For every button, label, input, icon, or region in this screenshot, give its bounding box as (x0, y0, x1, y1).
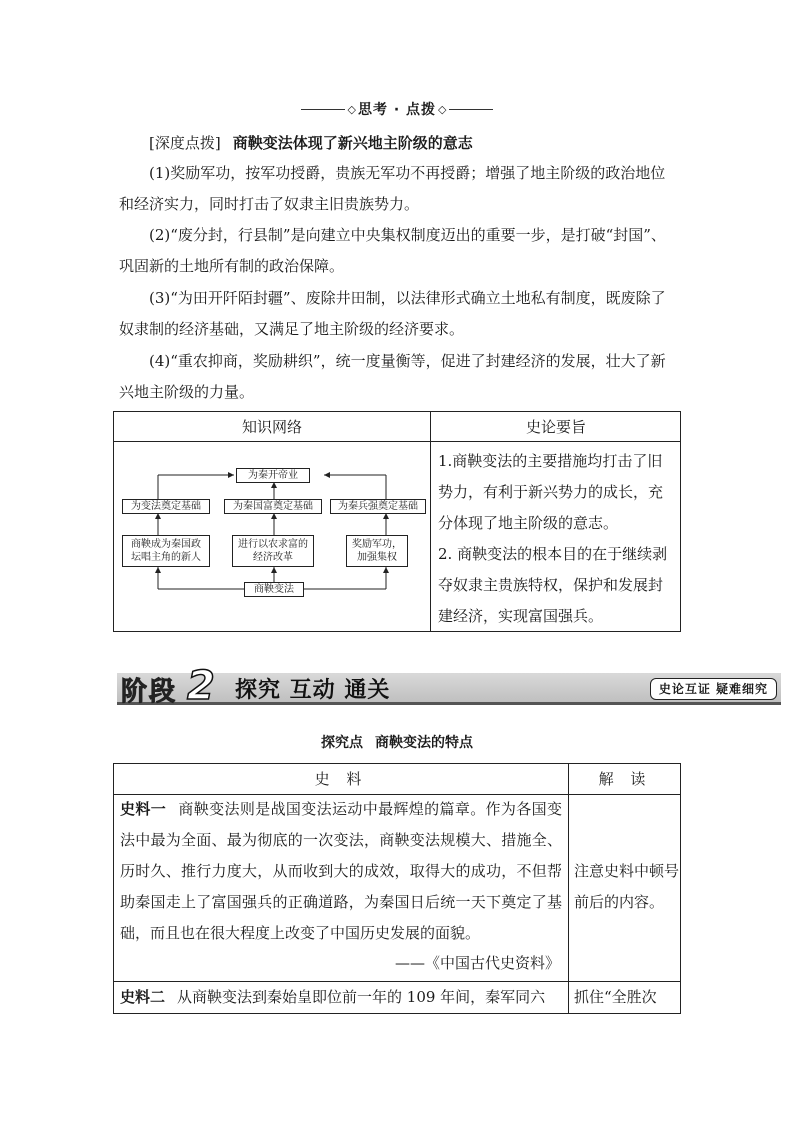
network-node-mid-right: 为秦兵强奠定基础 (330, 499, 426, 514)
diamond-icon: ◇ (347, 102, 356, 116)
network-node-mid-left: 为变法奠定基础 (122, 499, 210, 514)
probe-title (0, 732, 794, 752)
knowledge-network-diagram (114, 442, 430, 632)
deep-point-item-1: (1)奖励军功，按军功授爵，贵族无军功不再授爵；增强了地主阶级的政治地位和经济实力，同时打击了奴隶主旧贵族势力。 (119, 164, 666, 213)
header-line-left (301, 109, 345, 110)
source-row-2-note: 抓住“全胜次 (574, 988, 657, 1006)
knowledge-network-header: 知识网络 (241, 418, 302, 436)
stage-banner-underline (117, 702, 781, 705)
probe-topic: 商鞅变法的特点 (375, 735, 473, 751)
source-row-2-label: 史料二 (120, 988, 166, 1006)
source-row-1-note: 注意史料中顿号前后的内容。 (574, 862, 680, 911)
stage-title: 探究 互动 通关 (235, 677, 391, 703)
knowledge-table-divider (430, 412, 431, 631)
deep-point-title: 商鞅变法体现了新兴地主阶级的意志 (232, 134, 473, 152)
stage-tag: 史论互证 疑难细究 (650, 678, 777, 700)
source-row-2-text (120, 982, 562, 1013)
header-line-right (449, 109, 493, 110)
source-row-1-body: 商鞅变法则是战国变法运动中最辉煌的篇章。作为各国变法中最为全面、最为彻底的一次变法，商鞅变法规模大、措施全、历时久、推行力度大，从而收到大的成效，取得大的成功，不但帮助秦国走上了富国强兵的正确道路，为秦国日后统一天下奠定了基础，而且也在很大程度上改变了中国历史发展的面貌。 (120, 800, 562, 942)
thesis-point-1: 1.商鞅变法的主要措施均打击了旧势力，有利于新兴势力的成长，充分体现了地主阶级的意志。 (438, 452, 664, 532)
deep-point-heading (149, 130, 473, 156)
network-node-bottom: 商鞅变法 (244, 582, 304, 597)
stage-banner (117, 663, 781, 709)
network-node-low-center: 进行以农求富的经济改革 (232, 535, 314, 567)
source-header: 史 料 (314, 770, 368, 788)
section-header (0, 99, 794, 119)
section-title: 思考 · 点拨 (357, 102, 437, 118)
source-table (113, 763, 681, 1014)
deep-point-item-2: (2)“废分封，行县制”是向建立中央集权制度迈出的重要一步，是打破“封国”、巩固新的土地所有制的政治保障。 (119, 226, 666, 275)
deep-point-label: [深度点拨] (149, 134, 221, 152)
source-row-1-text (120, 794, 562, 949)
probe-label: 探究点 (321, 735, 363, 751)
stage-number: 2 (187, 663, 215, 709)
network-node-low-right: 奖励军功，加强集权 (346, 535, 408, 567)
network-node-top: 为秦开帝业 (236, 468, 310, 483)
deep-point-item-3: (3)“为田开阡陌封疆”、废除井田制，以法律形式确立土地私有制度，既废除了奴隶制的经济基础，又满足了地主阶级的经济要求。 (119, 289, 666, 338)
stage-label: 阶段 (121, 677, 178, 707)
source-row-1-citation: ——《中国古代史资料》 (394, 954, 560, 972)
network-node-low-left: 商鞅成为秦国政坛唱主角的新人 (122, 535, 210, 567)
thesis-header: 史论要旨 (525, 418, 586, 436)
source-table-divider (568, 764, 569, 1013)
source-row-2-body: 从商鞅变法到秦始皇即位前一年的 109 年间，秦军同六 (177, 988, 546, 1006)
source-row-1-label: 史料一 (120, 800, 167, 818)
knowledge-table (113, 411, 681, 632)
diamond-icon: ◇ (438, 102, 447, 116)
network-node-mid-center: 为秦国富奠定基础 (224, 499, 322, 514)
interpretation-header: 解 读 (598, 770, 652, 788)
deep-point-item-4: (4)“重农抑商，奖励耕织”，统一度量衡等，促进了封建经济的发展，壮大了新兴地主阶级的力量。 (119, 352, 666, 401)
thesis-point-2: 2. 商鞅变法的根本目的在于继续剥夺奴隶主贵族特权，保护和发展封建经济，实现富国强兵。 (438, 545, 668, 625)
